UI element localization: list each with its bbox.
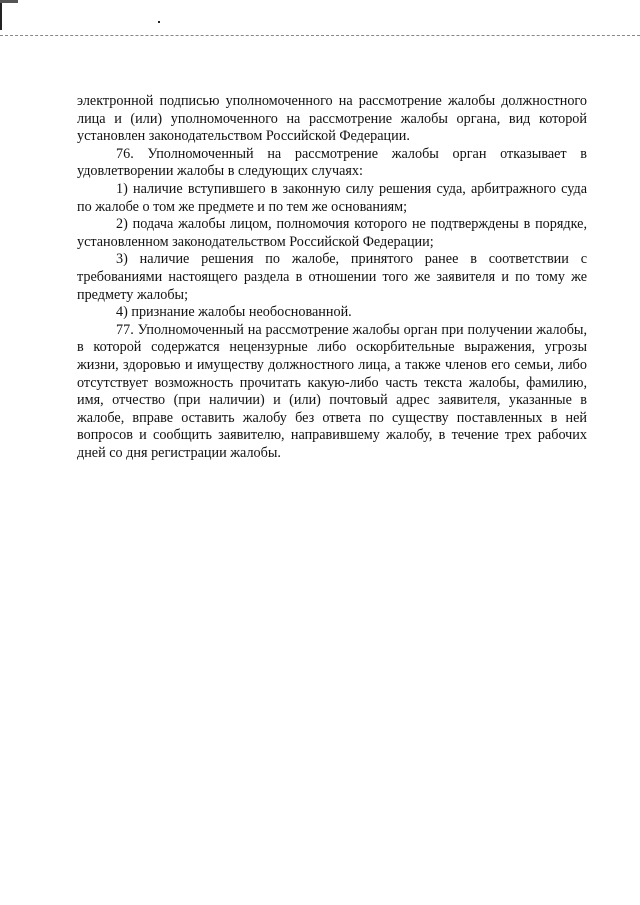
scan-speck <box>158 21 160 23</box>
scan-edge-top <box>0 0 18 3</box>
list-item-2: 2) подача жалобы лицом, полномочия которого не подтверждены в порядке, установленном законодательством Российской Федерации; <box>77 216 587 250</box>
list-item-4: 4) признание жалобы необоснованной. <box>116 304 352 321</box>
scan-edge-left <box>0 0 2 30</box>
paragraph-76: 76. Уполномоченный на рассмотрение жалобы орган отказывает в удовлетворении жалобы в следующих случаях: <box>77 145 587 180</box>
document-body <box>77 93 587 462</box>
list-item-3: 3) наличие решения по жалобе, принятого ранее в соответствии с требованиями настоящего раздела в отношении того же заявителя и по тому же предмету жалобы; <box>77 251 587 303</box>
paragraph-77: 77. Уполномоченный на рассмотрение жалобы орган при получении жалобы, в которой содержатся нецензурные либо оскорбительные выражения, угрозы жизни, здоровью и имуществу должностного лица, а также членов его семьи, либо отсутствует возможность прочитать какую-либо часть текста жалобы, фамилию, имя, отчество (при наличии) и (или) почтовый адрес заявителя, указанные в жалобе, вправе оставить жалобу без ответа по существу поставленных в ней вопросов и сообщить заявителю, направившему жалобу, в течение трех рабочих дней со дня регистрации жалобы. <box>77 321 587 461</box>
list-item-1: 1) наличие вступившего в законную силу решения суда, арбитражного суда по жалобе о том же предмете и по тем же основаниям; <box>77 180 587 215</box>
scan-header-line <box>0 35 640 36</box>
paragraph-continuation: электронной подписью уполномоченного на рассмотрение жалобы должностного лица и (или) уполномоченного на рассмотрение жалобы органа, вид которой установлен законодательством Российской Федерации. <box>77 93 587 145</box>
